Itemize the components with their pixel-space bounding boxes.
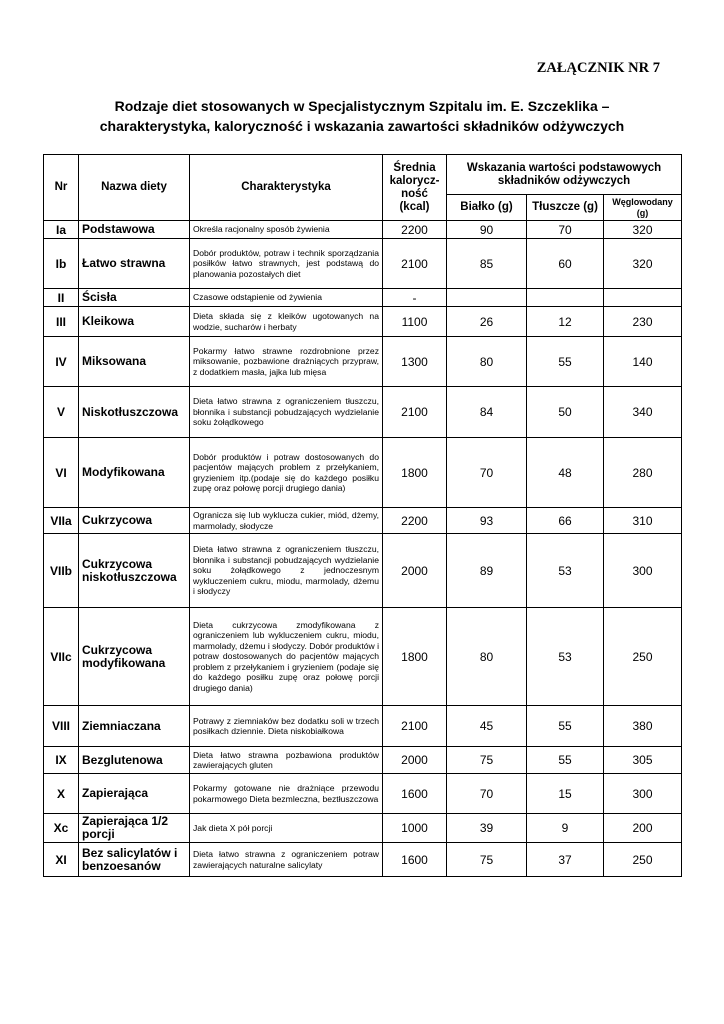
row-nr: X <box>44 774 79 814</box>
kcal-header-line-2: kalorycz- <box>389 174 440 187</box>
fat-value: 48 <box>527 438 604 508</box>
fat-value: 9 <box>527 814 604 843</box>
carbs-value: 320 <box>604 239 682 289</box>
protein-value <box>447 289 527 307</box>
protein-value: 70 <box>447 438 527 508</box>
diet-name: Kleikowa <box>79 307 190 337</box>
document-title <box>40 96 684 136</box>
table-row <box>44 843 682 877</box>
protein-value: 85 <box>447 239 527 289</box>
row-nr: XI <box>44 843 79 877</box>
fat-value: 66 <box>527 508 604 534</box>
fat-value: 15 <box>527 774 604 814</box>
fat-value: 55 <box>527 337 604 387</box>
kcal-value: - <box>383 289 447 307</box>
col-header-nutrients: Wskazania wartości podstawowych składników odżywczych <box>447 155 682 195</box>
diet-characteristic: Dieta składa się z kleików ugotowanych na wodzie, sucharów i herbaty <box>190 307 383 337</box>
fat-value <box>527 289 604 307</box>
carbs-value: 250 <box>604 843 682 877</box>
diet-name: Bez salicylatów i benzoesanów <box>79 843 190 877</box>
diet-name: Podstawowa <box>79 221 190 239</box>
col-header-kcal <box>383 155 447 221</box>
diet-characteristic: Czasowe odstąpienie od żywienia <box>190 289 383 307</box>
kcal-value: 2200 <box>383 221 447 239</box>
carbs-value: 320 <box>604 221 682 239</box>
carbs-value: 340 <box>604 387 682 438</box>
protein-value: 75 <box>447 843 527 877</box>
kcal-header-line-4: (kcal) <box>399 200 430 213</box>
diet-characteristic: Ogranicza się lub wyklucza cukier, miód, dżemy, marmolady, słodycze <box>190 508 383 534</box>
protein-value: 89 <box>447 534 527 608</box>
kcal-value: 2200 <box>383 508 447 534</box>
diet-characteristic: Pokarmy łatwo strawne rozdrobnione przez miksowanie, pozbawione drażniących przypraw, z dodatkiem masła, jajka lub mięsa <box>190 337 383 387</box>
title-line-2: charakterystyka, kaloryczność i wskazania zawartości składników odżywczych <box>99 118 625 134</box>
row-nr: III <box>44 307 79 337</box>
protein-value: 80 <box>447 337 527 387</box>
row-nr: VIIc <box>44 608 79 706</box>
protein-value: 39 <box>447 814 527 843</box>
kcal-value: 2100 <box>383 387 447 438</box>
annex-label: ZAŁĄCZNIK NR 7 <box>536 60 660 76</box>
fat-value: 53 <box>527 534 604 608</box>
row-nr: Xc <box>44 814 79 843</box>
kcal-value: 1800 <box>383 438 447 508</box>
protein-value: 26 <box>447 307 527 337</box>
carbs-value: 300 <box>604 534 682 608</box>
kcal-header-line-3: ność <box>401 187 428 200</box>
kcal-value: 2100 <box>383 706 447 747</box>
col-header-nr: Nr <box>44 155 79 221</box>
title-line-1: Rodzaje diet stosowanych w Specjalistycznym Szpitalu im. E. Szczeklika – <box>114 98 610 114</box>
protein-value: 75 <box>447 747 527 774</box>
carbs-value: 140 <box>604 337 682 387</box>
protein-value: 45 <box>447 706 527 747</box>
row-nr: II <box>44 289 79 307</box>
carbs-value: 200 <box>604 814 682 843</box>
diet-name: Zapierająca 1/2 porcji <box>79 814 190 843</box>
carbs-value: 300 <box>604 774 682 814</box>
row-nr: IX <box>44 747 79 774</box>
row-nr: Ib <box>44 239 79 289</box>
carbs-value: 305 <box>604 747 682 774</box>
row-nr: V <box>44 387 79 438</box>
table-row <box>44 289 682 307</box>
col-header-fat: Tłuszcze (g) <box>527 195 604 221</box>
fat-value: 12 <box>527 307 604 337</box>
carbs-value <box>604 289 682 307</box>
kcal-value: 1800 <box>383 608 447 706</box>
row-nr: VIII <box>44 706 79 747</box>
diet-name: Cukrzycowa <box>79 508 190 534</box>
table-row <box>44 387 682 438</box>
fat-value: 53 <box>527 608 604 706</box>
row-nr: VI <box>44 438 79 508</box>
row-nr: VIIb <box>44 534 79 608</box>
fat-value: 55 <box>527 747 604 774</box>
diet-name: Cukrzycowa modyfikowana <box>79 608 190 706</box>
table-row <box>44 307 682 337</box>
row-nr: Ia <box>44 221 79 239</box>
fat-value: 50 <box>527 387 604 438</box>
row-nr: VIIa <box>44 508 79 534</box>
fat-value: 37 <box>527 843 604 877</box>
table-row <box>44 337 682 387</box>
diet-name: Miksowana <box>79 337 190 387</box>
row-nr: IV <box>44 337 79 387</box>
table-body <box>44 221 682 877</box>
diet-name: Ziemniaczana <box>79 706 190 747</box>
diet-name: Modyfikowana <box>79 438 190 508</box>
table-row <box>44 221 682 239</box>
diet-characteristic: Dieta cukrzycowa zmodyfikowana z ograniczeniem lub wykluczeniem cukru, miodu, marmolady, dżemu i słodyczy. Dobór produktów i potraw dostosowanych do pacjentów mających problem z przełykaniem i gryzieniem (podaje się do każdego posiłku zupę oraz połowę porcji drugiego dania) <box>190 608 383 706</box>
diet-name: Łatwo strawna <box>79 239 190 289</box>
protein-value: 93 <box>447 508 527 534</box>
table-row <box>44 239 682 289</box>
table-row <box>44 747 682 774</box>
table-header <box>44 155 682 221</box>
kcal-value: 1300 <box>383 337 447 387</box>
carbs-value: 380 <box>604 706 682 747</box>
kcal-value: 1100 <box>383 307 447 337</box>
diet-name: Cukrzycowa niskotłuszczowa <box>79 534 190 608</box>
diet-characteristic: Potrawy z ziemniaków bez dodatku soli w trzech posiłkach dziennie. Dieta niskobiałkowa <box>190 706 383 747</box>
protein-value: 70 <box>447 774 527 814</box>
table-row <box>44 608 682 706</box>
diet-name: Niskotłuszczowa <box>79 387 190 438</box>
table-row <box>44 438 682 508</box>
carbs-value: 280 <box>604 438 682 508</box>
col-header-carbs: Węglowodany (g) <box>604 195 682 221</box>
protein-value: 80 <box>447 608 527 706</box>
fat-value: 55 <box>527 706 604 747</box>
diet-name: Zapierająca <box>79 774 190 814</box>
kcal-value: 2100 <box>383 239 447 289</box>
table-row <box>44 508 682 534</box>
diet-characteristic: Dobór produktów, potraw i technik sporządzania posiłków łatwo strawnych, jest podstawą do planowania pozostałych diet <box>190 239 383 289</box>
kcal-value: 1000 <box>383 814 447 843</box>
diet-name: Bezglutenowa <box>79 747 190 774</box>
fat-value: 60 <box>527 239 604 289</box>
kcal-value: 2000 <box>383 534 447 608</box>
diet-characteristic: Dieta łatwo strawna pozbawiona produktów zawierających gluten <box>190 747 383 774</box>
protein-value: 84 <box>447 387 527 438</box>
table-row <box>44 706 682 747</box>
kcal-value: 1600 <box>383 843 447 877</box>
kcal-header-line-1: Średnia <box>393 161 436 174</box>
diet-characteristic: Jak dieta X pół porcji <box>190 814 383 843</box>
carbs-value: 310 <box>604 508 682 534</box>
table-row <box>44 534 682 608</box>
table-row <box>44 814 682 843</box>
carbs-value: 230 <box>604 307 682 337</box>
kcal-value: 1600 <box>383 774 447 814</box>
diet-characteristic: Określa racjonalny sposób żywienia <box>190 221 383 239</box>
diet-characteristic: Pokarmy gotowane nie drażniące przewodu pokarmowego Dieta bezmleczna, beztłuszczowa <box>190 774 383 814</box>
carbs-value: 250 <box>604 608 682 706</box>
protein-value: 90 <box>447 221 527 239</box>
diet-table <box>43 154 682 877</box>
kcal-value: 2000 <box>383 747 447 774</box>
col-header-characteristic: Charakterystyka <box>190 155 383 221</box>
diet-characteristic: Dieta łatwo strawna z ograniczeniem potraw zawierających naturalne salicylaty <box>190 843 383 877</box>
table-row <box>44 774 682 814</box>
fat-value: 70 <box>527 221 604 239</box>
diet-name: Ścisła <box>79 289 190 307</box>
diet-characteristic: Dobór produktów i potraw dostosowanych do pacjentów mających problem z przełykaniem, gryzieniem itp.(podaje się do każdego posiłku zupę oraz połowę porcji drugiego dania) <box>190 438 383 508</box>
col-header-protein: Białko (g) <box>447 195 527 221</box>
diet-characteristic: Dieta łatwo strawna z ograniczeniem tłuszczu, błonnika i substancji pobudzających wydzielanie soku żołądkowego z jednoczesnym wykluczeniem cukru, miodu, marmolady, dżemu i słodyczy <box>190 534 383 608</box>
col-header-name: Nazwa diety <box>79 155 190 221</box>
diet-characteristic: Dieta łatwo strawna z ograniczeniem tłuszczu, błonnika i substancji pobudzających wydzielanie soku żołądkowego <box>190 387 383 438</box>
